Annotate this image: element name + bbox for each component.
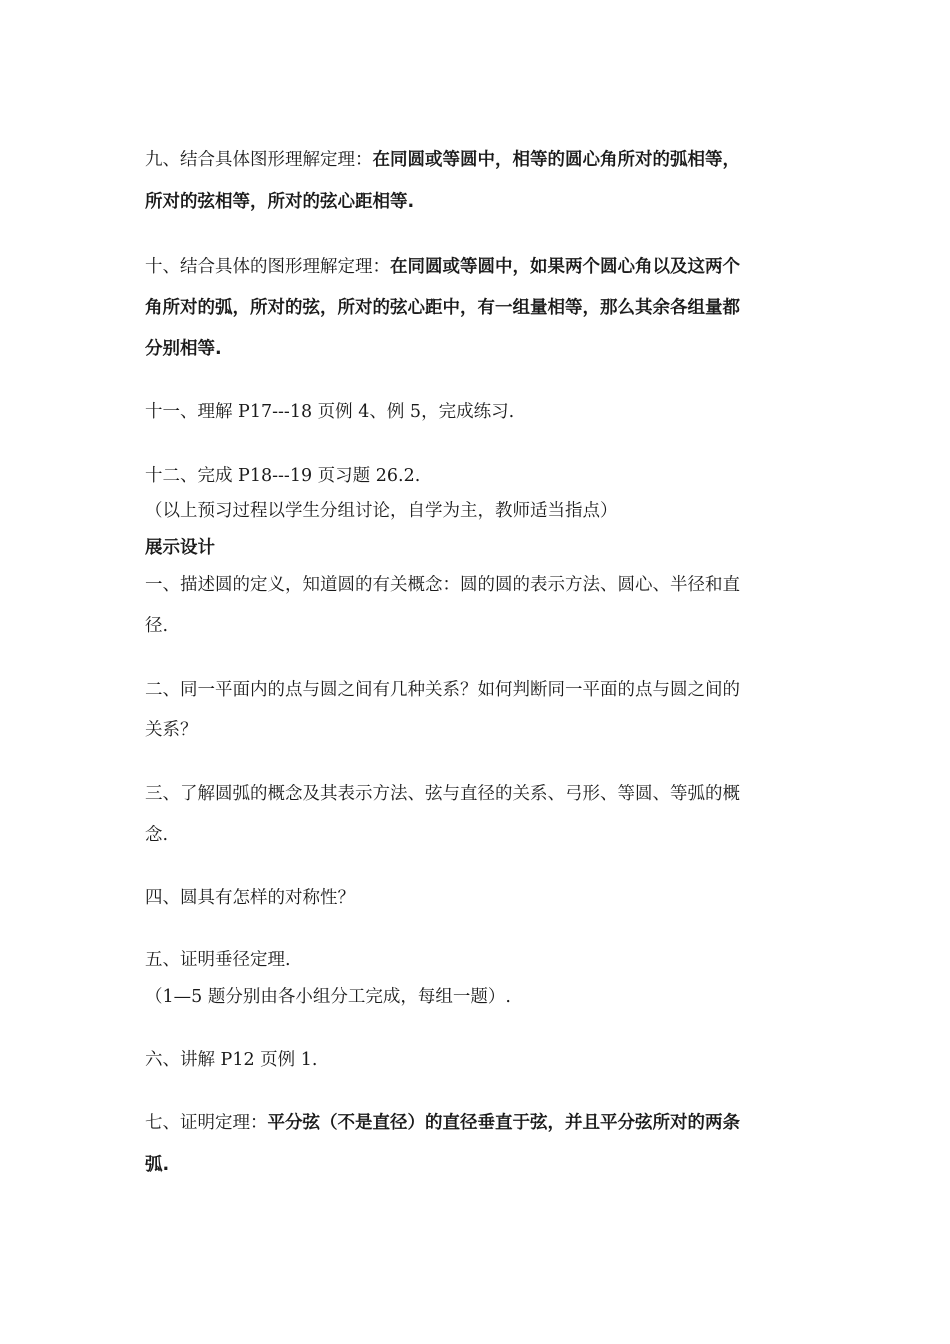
display-item-3-line-1: 三、了解圆弧的概念及其表示方法、弦与直径的关系、弓形、等圆、等弧的概 xyxy=(145,784,740,804)
display-item-1-line-1: 一、描述圆的定义，知道圆的有关概念：圆的圆的表示方法、圆心、半径和直 xyxy=(145,575,740,595)
display-item-7-theorem: 平分弦（不是直径）的直径垂直于弦，并且平分弦所对的两条 xyxy=(267,1113,740,1133)
group-note: （1—5 题分别由各小组分工完成，每组一题）. xyxy=(145,987,511,1007)
display-item-7-line-1 xyxy=(145,1113,815,1133)
section-10-prefix: 十、结合具体的图形理解定理： xyxy=(145,257,390,277)
display-item-4: 四、圆具有怎样的对称性？ xyxy=(145,888,355,908)
display-item-1-line-2: 径. xyxy=(145,616,169,636)
section-12: 十二、完成 P18---19 页习题 26.2. xyxy=(145,466,421,486)
section-9-line-1 xyxy=(145,150,815,170)
display-item-2-line-1: 二、同一平面内的点与圆之间有几种关系？如何判断同一平面的点与圆之间的 xyxy=(145,680,740,700)
display-item-2-line-2: 关系？ xyxy=(145,720,198,740)
section-10-line-1 xyxy=(145,257,815,277)
display-item-7-line-2: 弧. xyxy=(145,1155,170,1175)
display-item-3-line-2: 念. xyxy=(145,825,169,845)
preview-note: （以上预习过程以学生分组讨论，自学为主，教师适当指点） xyxy=(145,501,618,521)
section-10-line-3: 分别相等. xyxy=(145,339,222,359)
display-heading: 展示设计 xyxy=(145,538,215,558)
display-item-6: 六、讲解 P12 页例 1. xyxy=(145,1050,318,1070)
section-11: 十一、理解 P17---18 页例 4、例 5，完成练习. xyxy=(145,402,515,422)
section-10-line-2: 角所对的弧，所对的弦，所对的弦心距中，有一组量相等，那么其余各组量都 xyxy=(145,298,740,318)
display-item-7-prefix: 七、证明定理： xyxy=(145,1113,268,1133)
display-item-5: 五、证明垂径定理. xyxy=(145,950,291,970)
section-9-prefix: 九、结合具体图形理解定理： xyxy=(145,150,373,170)
section-9-line-2: 所对的弦相等，所对的弦心距相等. xyxy=(145,192,415,212)
section-10-theorem: 在同圆或等圆中，如果两个圆心角以及这两个 xyxy=(390,257,740,277)
section-9-theorem: 在同圆或等圆中，相等的圆心角所对的弧相等， xyxy=(372,150,740,170)
